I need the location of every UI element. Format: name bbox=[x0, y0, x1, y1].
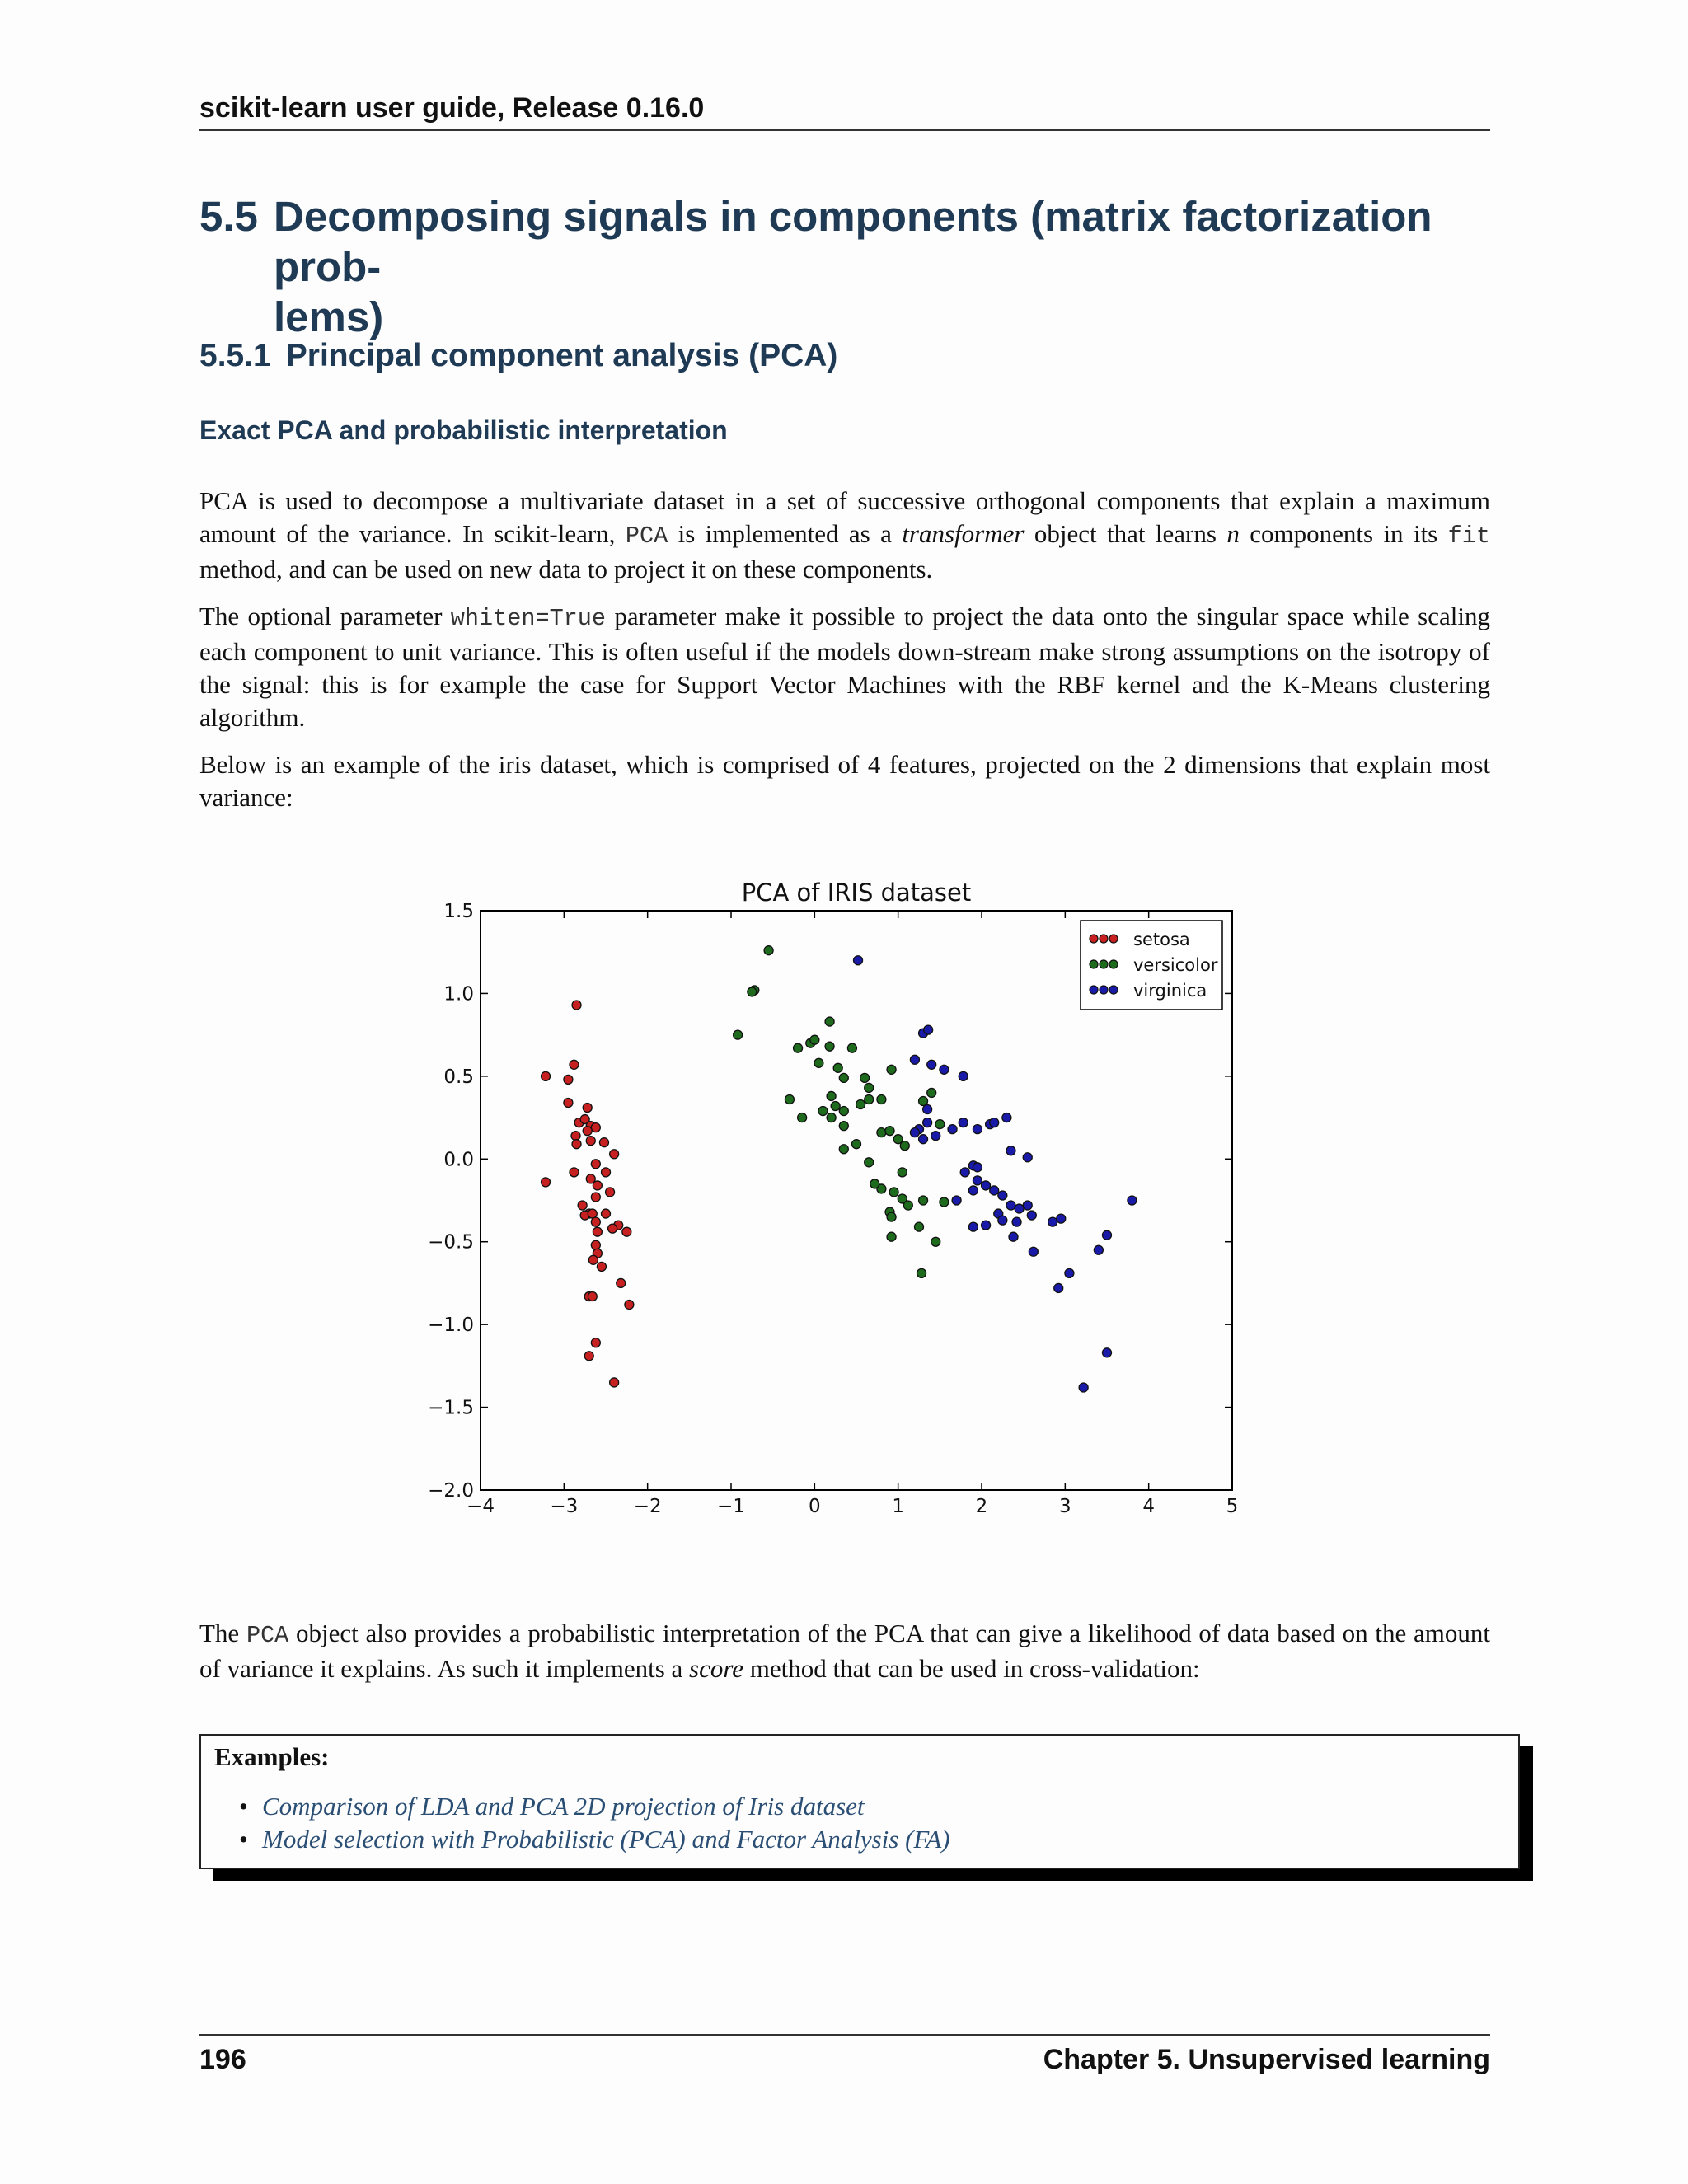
data-point-versicolor bbox=[764, 946, 773, 955]
chart-title: PCA of IRIS dataset bbox=[741, 879, 972, 907]
text: object that learns bbox=[1024, 519, 1227, 548]
y-tick-label: 0.0 bbox=[443, 1149, 474, 1171]
data-point-versicolor bbox=[889, 1188, 898, 1197]
data-point-setosa bbox=[588, 1255, 598, 1264]
data-point-virginica bbox=[998, 1191, 1007, 1200]
x-tick-label: 3 bbox=[1059, 1496, 1071, 1517]
data-point-virginica bbox=[1006, 1146, 1015, 1155]
x-tick-label: 1 bbox=[892, 1496, 904, 1517]
section-title-line2: lems) bbox=[274, 293, 384, 340]
data-point-virginica bbox=[1023, 1201, 1032, 1210]
data-point-virginica bbox=[1065, 1268, 1074, 1277]
y-tick-label: −1.5 bbox=[428, 1397, 474, 1419]
data-point-versicolor bbox=[798, 1113, 807, 1122]
data-point-virginica bbox=[1023, 1153, 1032, 1162]
legend-marker-versicolor bbox=[1090, 960, 1098, 968]
data-point-versicolor bbox=[852, 1140, 861, 1149]
paragraph-probabilistic bbox=[199, 1617, 1490, 1685]
data-point-setosa bbox=[564, 1098, 573, 1107]
legend-marker-versicolor bbox=[1100, 960, 1108, 968]
example-item bbox=[234, 1790, 950, 1823]
legend-marker-virginica bbox=[1090, 986, 1098, 994]
y-tick-label: −0.5 bbox=[428, 1231, 474, 1254]
data-point-setosa bbox=[578, 1201, 587, 1210]
data-point-setosa bbox=[588, 1209, 597, 1218]
data-point-setosa bbox=[602, 1168, 611, 1177]
data-point-setosa bbox=[593, 1227, 602, 1236]
data-point-virginica bbox=[1103, 1230, 1112, 1240]
data-point-versicolor bbox=[877, 1128, 886, 1137]
data-point-versicolor bbox=[887, 1212, 896, 1221]
data-point-virginica bbox=[1057, 1214, 1066, 1223]
data-point-virginica bbox=[1006, 1201, 1015, 1210]
data-point-versicolor bbox=[917, 1268, 926, 1277]
data-point-setosa bbox=[591, 1338, 600, 1347]
examples-title: Examples: bbox=[214, 1742, 330, 1771]
data-point-virginica bbox=[952, 1196, 961, 1205]
running-header: scikit-learn user guide, Release 0.16.0 bbox=[199, 92, 1490, 131]
data-point-virginica bbox=[959, 1118, 968, 1127]
paragraph-iris-example: Below is an example of the iris dataset, which is comprised of 4 features, projected on the 2 dimensions that explain most variance: bbox=[199, 750, 1490, 812]
text: method, and can be used on new data to project it on these components. bbox=[199, 555, 933, 583]
data-point-versicolor bbox=[839, 1122, 848, 1131]
data-point-versicolor bbox=[827, 1091, 836, 1100]
code-whiten: whiten=True bbox=[450, 605, 607, 632]
subsection-number: 5.5.1 bbox=[199, 338, 271, 373]
data-point-virginica bbox=[854, 956, 863, 965]
data-point-versicolor bbox=[865, 1094, 874, 1104]
data-point-virginica bbox=[982, 1181, 991, 1190]
legend-marker-setosa bbox=[1109, 935, 1118, 943]
section-title-line1: Decomposing signals in components (matrix factorization prob- bbox=[274, 193, 1432, 290]
code-pca: PCA bbox=[625, 523, 668, 550]
data-point-versicolor bbox=[825, 1017, 834, 1026]
data-point-versicolor bbox=[870, 1179, 879, 1188]
x-tick-label: −1 bbox=[717, 1496, 745, 1517]
text: is implemented as a bbox=[668, 519, 903, 548]
data-point-versicolor bbox=[931, 1237, 940, 1246]
data-point-virginica bbox=[1029, 1247, 1038, 1256]
paragraph-whiten bbox=[199, 600, 1490, 734]
example-link-lda-pca[interactable]: Comparison of LDA and PCA 2D projection of Iris dataset bbox=[262, 1792, 865, 1821]
data-point-virginica bbox=[1027, 1211, 1036, 1220]
data-point-virginica bbox=[1128, 1196, 1137, 1205]
data-point-virginica bbox=[1094, 1245, 1103, 1254]
data-point-setosa bbox=[591, 1123, 600, 1132]
data-point-versicolor bbox=[860, 1073, 870, 1082]
data-point-virginica bbox=[940, 1065, 949, 1074]
data-point-setosa bbox=[583, 1127, 592, 1136]
data-point-setosa bbox=[542, 1071, 551, 1080]
example-item bbox=[234, 1823, 950, 1856]
data-point-versicolor bbox=[887, 1232, 896, 1241]
data-point-setosa bbox=[570, 1060, 579, 1069]
data-point-setosa bbox=[608, 1224, 617, 1233]
data-point-virginica bbox=[1002, 1113, 1011, 1122]
data-point-virginica bbox=[990, 1118, 999, 1127]
data-point-versicolor bbox=[748, 987, 757, 996]
examples-list bbox=[234, 1790, 950, 1856]
data-point-setosa bbox=[610, 1150, 619, 1159]
section-number: 5.5 bbox=[199, 193, 258, 240]
data-point-setosa bbox=[572, 1140, 581, 1149]
data-point-setosa bbox=[625, 1301, 634, 1310]
data-point-virginica bbox=[982, 1221, 991, 1230]
data-point-setosa bbox=[597, 1262, 606, 1271]
data-point-versicolor bbox=[827, 1113, 836, 1122]
data-point-versicolor bbox=[898, 1168, 907, 1177]
text: The bbox=[199, 1619, 246, 1647]
data-point-virginica bbox=[923, 1118, 932, 1127]
x-tick-label: −4 bbox=[467, 1496, 495, 1517]
x-tick-label: −3 bbox=[550, 1496, 579, 1517]
data-point-versicolor bbox=[825, 1042, 834, 1051]
data-point-versicolor bbox=[847, 1043, 856, 1052]
data-point-setosa bbox=[599, 1138, 608, 1147]
section-title bbox=[274, 191, 1502, 342]
x-tick-label: −2 bbox=[633, 1496, 662, 1517]
y-tick-label: 0.5 bbox=[443, 1066, 474, 1088]
data-point-versicolor bbox=[839, 1107, 848, 1116]
data-point-setosa bbox=[564, 1075, 573, 1084]
data-point-virginica bbox=[1103, 1348, 1112, 1357]
data-point-virginica bbox=[1079, 1383, 1088, 1392]
data-point-setosa bbox=[542, 1178, 551, 1187]
data-point-setosa bbox=[617, 1278, 626, 1287]
data-point-versicolor bbox=[818, 1107, 828, 1116]
x-tick-label: 5 bbox=[1226, 1496, 1239, 1517]
data-point-setosa bbox=[622, 1227, 631, 1236]
data-point-setosa bbox=[610, 1378, 619, 1387]
text: PCA is used to decompose a multivariate dataset in a set of successive orthogonal components that explain a maximum amount of the variance. In scikit-learn, bbox=[199, 486, 1490, 548]
subsection-heading bbox=[199, 338, 837, 374]
data-point-virginica bbox=[1048, 1217, 1057, 1226]
data-point-versicolor bbox=[831, 1102, 840, 1111]
data-point-versicolor bbox=[785, 1094, 794, 1104]
examples-box bbox=[199, 1734, 1520, 1869]
text: The optional parameter bbox=[199, 602, 451, 630]
data-point-versicolor bbox=[865, 1158, 874, 1167]
data-point-setosa bbox=[591, 1193, 600, 1202]
emphasis-n: n bbox=[1226, 519, 1240, 548]
subsubsection-heading: Exact PCA and probabilistic interpretation bbox=[199, 415, 728, 445]
page-number: 196 bbox=[199, 2044, 246, 2075]
data-point-versicolor bbox=[794, 1043, 803, 1052]
x-tick-label: 4 bbox=[1142, 1496, 1155, 1517]
data-point-versicolor bbox=[903, 1201, 912, 1210]
data-point-virginica bbox=[1012, 1217, 1021, 1226]
data-point-versicolor bbox=[814, 1058, 823, 1067]
data-point-virginica bbox=[998, 1216, 1007, 1225]
data-point-virginica bbox=[919, 1135, 928, 1144]
legend-marker-virginica bbox=[1100, 986, 1108, 994]
data-point-virginica bbox=[990, 1186, 999, 1195]
example-link-model-selection[interactable]: Model selection with Probabilistic (PCA) and Factor Analysis (FA) bbox=[262, 1825, 950, 1854]
legend-label-versicolor: versicolor bbox=[1133, 955, 1218, 975]
data-point-virginica bbox=[910, 1128, 919, 1137]
legend-label-virginica: virginica bbox=[1133, 981, 1207, 1001]
data-point-versicolor bbox=[887, 1065, 896, 1074]
code-pca: PCA bbox=[246, 1622, 289, 1649]
data-point-setosa bbox=[591, 1240, 600, 1249]
data-point-setosa bbox=[584, 1352, 593, 1361]
data-point-setosa bbox=[593, 1181, 602, 1190]
data-point-setosa bbox=[591, 1160, 600, 1169]
data-point-versicolor bbox=[919, 1096, 928, 1105]
data-point-versicolor bbox=[900, 1141, 909, 1151]
data-point-virginica bbox=[931, 1132, 940, 1141]
text: components in its bbox=[1239, 519, 1448, 548]
data-point-setosa bbox=[571, 1132, 580, 1141]
text: method that can be used in cross-validation: bbox=[743, 1654, 1200, 1683]
data-point-versicolor bbox=[734, 1030, 743, 1039]
bullet: • bbox=[239, 1825, 248, 1854]
emphasis-transformer: transformer bbox=[902, 519, 1025, 548]
data-point-virginica bbox=[1054, 1283, 1063, 1292]
data-point-versicolor bbox=[885, 1127, 894, 1136]
data-point-virginica bbox=[959, 1071, 968, 1080]
data-point-virginica bbox=[948, 1125, 957, 1134]
pca-scatter-chart bbox=[396, 865, 1269, 1533]
data-point-setosa bbox=[588, 1291, 597, 1301]
y-tick-label: 1.0 bbox=[443, 983, 474, 1005]
data-point-versicolor bbox=[833, 1063, 842, 1072]
y-tick-label: −1.0 bbox=[428, 1315, 474, 1337]
text: object also provides a probabilistic interpretation of the PCA that can give a likelihood of data based on the amount of variance it explains. As such it implements a bbox=[199, 1619, 1490, 1683]
y-tick-label: −2.0 bbox=[428, 1480, 474, 1502]
data-point-versicolor bbox=[865, 1083, 874, 1092]
data-point-setosa bbox=[583, 1104, 592, 1113]
subsection-title: Principal component analysis (PCA) bbox=[285, 338, 838, 373]
data-point-versicolor bbox=[940, 1197, 949, 1207]
data-point-versicolor bbox=[839, 1073, 848, 1082]
y-tick-label: 1.5 bbox=[443, 901, 474, 922]
data-point-virginica bbox=[973, 1125, 982, 1134]
paragraph-pca-intro bbox=[199, 485, 1490, 586]
data-point-virginica bbox=[968, 1222, 978, 1231]
legend-marker-versicolor bbox=[1109, 960, 1118, 968]
data-point-virginica bbox=[960, 1168, 969, 1177]
data-point-setosa bbox=[591, 1217, 600, 1226]
data-point-setosa bbox=[572, 1001, 581, 1010]
data-point-versicolor bbox=[839, 1145, 848, 1154]
data-point-virginica bbox=[973, 1163, 982, 1172]
data-point-versicolor bbox=[927, 1088, 936, 1097]
chapter-title: Chapter 5. Unsupervised learning bbox=[1043, 2044, 1490, 2075]
data-point-versicolor bbox=[919, 1196, 928, 1205]
data-point-setosa bbox=[570, 1168, 579, 1177]
data-point-virginica bbox=[927, 1060, 936, 1069]
data-point-setosa bbox=[586, 1137, 595, 1146]
data-point-setosa bbox=[602, 1209, 611, 1218]
emphasis-score: score bbox=[689, 1654, 744, 1683]
pca-iris-figure bbox=[396, 865, 1269, 1533]
data-point-virginica bbox=[1009, 1232, 1018, 1241]
data-point-virginica bbox=[924, 1025, 933, 1034]
legend-marker-setosa bbox=[1090, 935, 1098, 943]
text: parameter make it possible to project the data onto the singular space while scaling each component to unit variance. This is often useful if the models down-stream make strong assumptions on the isotropy of the signal: this is for example the case for Support Vector Machines with the RBF kernel and the K-Means clustering algorithm. bbox=[199, 602, 1490, 732]
data-point-versicolor bbox=[935, 1120, 945, 1129]
data-point-versicolor bbox=[810, 1035, 819, 1044]
data-point-versicolor bbox=[856, 1100, 865, 1109]
legend-label-setosa: setosa bbox=[1133, 930, 1190, 949]
x-tick-label: 2 bbox=[975, 1496, 988, 1517]
code-fit: fit bbox=[1447, 523, 1490, 550]
data-point-virginica bbox=[1015, 1204, 1024, 1213]
bullet: • bbox=[239, 1792, 248, 1821]
data-point-virginica bbox=[973, 1176, 982, 1185]
data-point-setosa bbox=[606, 1188, 615, 1197]
x-tick-label: 0 bbox=[809, 1496, 821, 1517]
legend-marker-setosa bbox=[1100, 935, 1108, 943]
footer-rule bbox=[199, 2034, 1490, 2036]
data-point-versicolor bbox=[915, 1222, 924, 1231]
data-point-virginica bbox=[910, 1055, 919, 1064]
legend-marker-virginica bbox=[1109, 986, 1118, 994]
data-point-versicolor bbox=[877, 1094, 886, 1104]
data-point-virginica bbox=[968, 1186, 978, 1195]
data-point-virginica bbox=[923, 1105, 932, 1114]
